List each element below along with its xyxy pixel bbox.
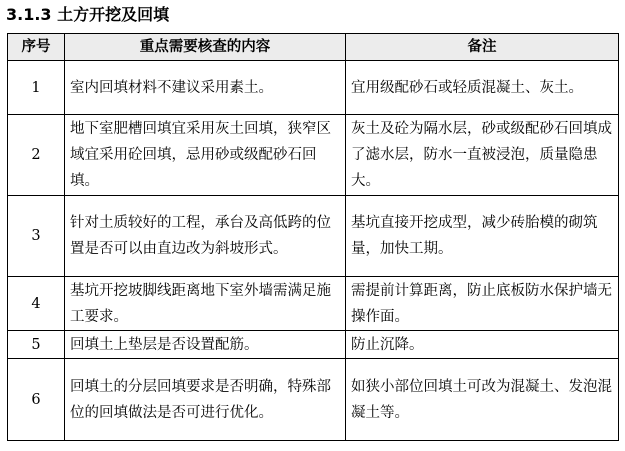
table-row — [8, 331, 619, 359]
header-note: 备注 — [346, 34, 619, 61]
section-title: 3.1.3 土方开挖及回填 — [6, 5, 170, 24]
row-note: 如狭小部位回填土可改为混凝土、发泡混凝土等。 — [346, 359, 619, 441]
header-seq: 序号 — [8, 34, 65, 61]
row-content: 基坑开挖坡脚线距离地下室外墙需满足施工要求。 — [65, 277, 346, 331]
row-content: 回填土的分层回填要求是否明确，特殊部位的回填做法是否可进行优化。 — [65, 359, 346, 441]
row-number: 4 — [8, 277, 65, 331]
row-note: 宜用级配砂石或轻质混凝土、灰土。 — [346, 61, 619, 115]
review-table — [7, 33, 619, 441]
table-row — [8, 277, 619, 331]
header-content: 重点需要核查的内容 — [65, 34, 346, 61]
table-row — [8, 61, 619, 115]
row-note: 基坑直接开挖成型，减少砖胎模的砌筑量，加快工期。 — [346, 196, 619, 277]
row-number: 3 — [8, 196, 65, 277]
row-number: 2 — [8, 115, 65, 196]
row-number: 5 — [8, 331, 65, 359]
row-number: 6 — [8, 359, 65, 441]
row-note: 需提前计算距离，防止底板防水保护墙无操作面。 — [346, 277, 619, 331]
row-note: 灰土及砼为隔水层，砂或级配砂石回填成了滤水层，防水一直被浸泡，质量隐患大。 — [346, 115, 619, 196]
table-row — [8, 359, 619, 441]
row-content: 针对土质较好的工程，承台及高低跨的位置是否可以由直边改为斜坡形式。 — [65, 196, 346, 277]
table-header-row — [8, 34, 619, 61]
table-row — [8, 115, 619, 196]
row-number: 1 — [8, 61, 65, 115]
row-note: 防止沉降。 — [346, 331, 619, 359]
row-content: 地下室肥槽回填宜采用灰土回填，狭窄区域宜采用砼回填，忌用砂或级配砂石回填。 — [65, 115, 346, 196]
table-row — [8, 196, 619, 277]
row-content: 回填土上垫层是否设置配筋。 — [65, 331, 346, 359]
row-content: 室内回填材料不建议采用素土。 — [65, 61, 346, 115]
